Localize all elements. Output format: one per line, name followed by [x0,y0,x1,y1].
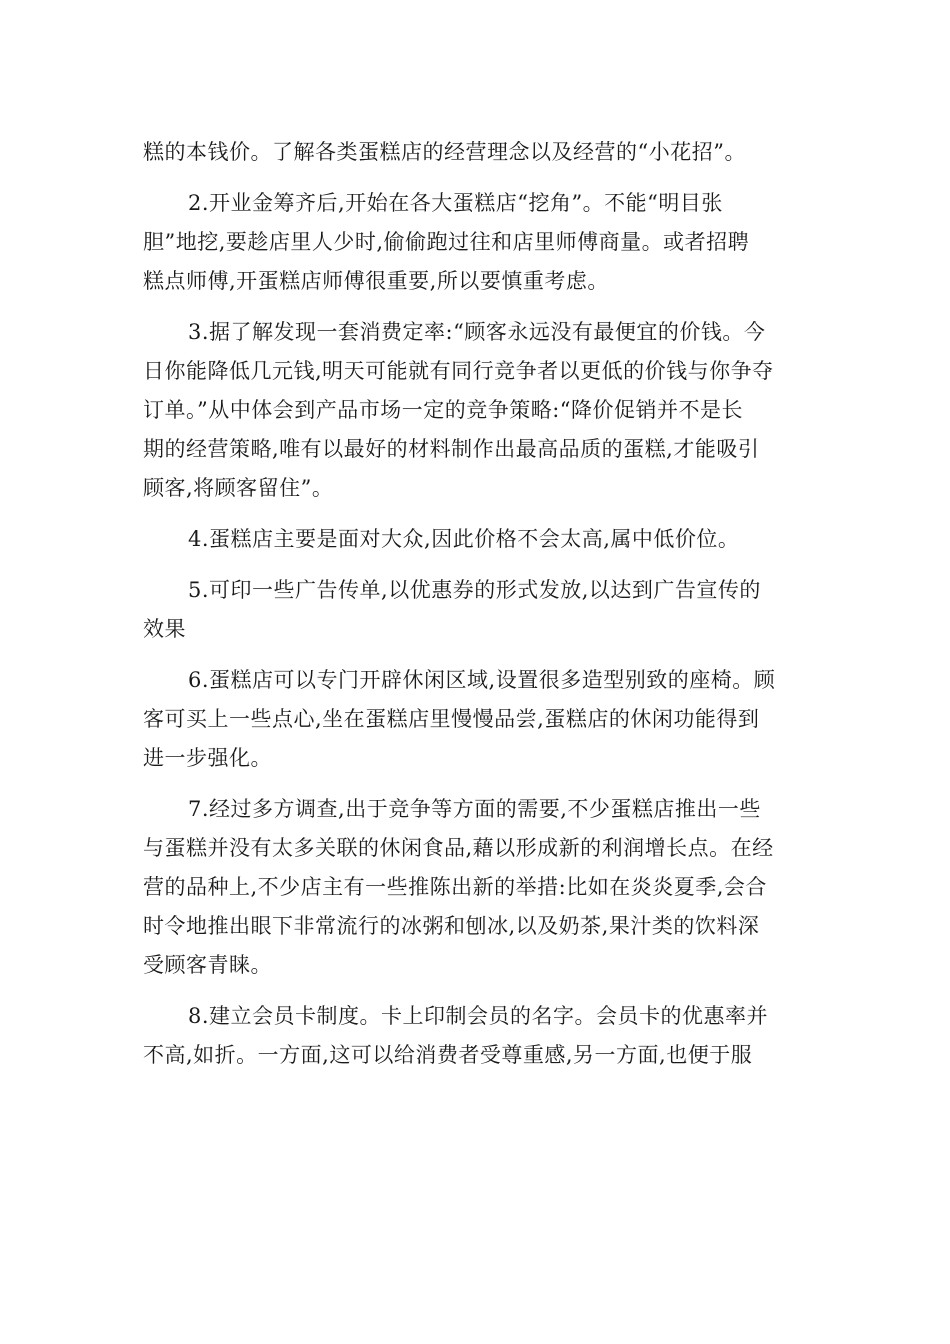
paragraph-3 [143,313,807,508]
text-line: 胆”地挖,要趁店里人少时,偷偷跑过往和店里师傅商量。或者招聘 [143,230,750,254]
paragraph-5 [143,571,807,649]
text-line: 不高,如折。一方面,这可以给消费者受尊重感,另一方面,也便于服 [143,1043,753,1067]
text-line: 订单。”从中体会到产品市场一定的竞争策略:“降价促销并不是长 [143,398,744,422]
paragraph-6 [143,661,807,778]
text-line: 时令地推出眼下非常流行的冰粥和刨冰,以及奶茶,果汁类的饮料深 [143,914,760,938]
paragraph-8 [143,997,807,1075]
text-line: 4.蛋糕店主要是面对大众,因此价格不会太高,属中低价位。 [188,527,740,551]
paragraph-2 [143,184,807,301]
text-line: 日你能降低几元钱,明天可能就有同行竞争者以更低的价钱与你争夺 [143,359,774,383]
text-line: 效果 [143,617,186,641]
text-line: 8.建立会员卡制度。卡上印制会员的名字。会员卡的优惠率并 [188,1004,769,1028]
text-line: 受顾客青睐。 [143,953,272,977]
text-line: 营的品种上,不少店主有一些推陈出新的举措:比如在炎炎夏季,会合 [143,875,767,899]
text-line: 3.据了解发现一套消费定率:“顾客永远没有最便宜的价钱。今 [188,320,766,344]
text-line: 2.开业金筹齐后,开始在各大蛋糕店“挖角”。不能“明目张 [188,191,723,215]
text-line: 5.可印一些广告传单,以优惠券的形式发放,以达到广告宣传的 [188,578,761,602]
paragraph-7 [143,790,807,985]
text-line: 进一步强化。 [143,746,272,770]
text-line: 顾客,将顾客留住”。 [143,476,334,500]
text-line: 期的经营策略,唯有以最好的材料制作出最高品质的蛋糕,才能吸引 [143,437,760,461]
text-line: 糕点师傅,开蛋糕店师傅很重要,所以要慎重考虑。 [143,269,609,293]
text-line: 与蛋糕并没有太多关联的休闲食品,藉以形成新的利润增长点。在经 [143,836,774,860]
text-line: 6.蛋糕店可以专门开辟休闲区域,设置很多造型别致的座椅。顾 [188,668,776,692]
text-line: 糕的本钱价。了解各类蛋糕店的经营理念以及经营的“小花招”。 [143,140,746,164]
text-line: 客可买上一些点心,坐在蛋糕店里慢慢品尝,蛋糕店的休闲功能得到 [143,707,760,731]
document-body [143,133,807,1087]
paragraph-4 [143,520,807,559]
paragraph-1 [143,133,807,172]
text-line: 7.经过多方调查,出于竞争等方面的需要,不少蛋糕店推出一些 [188,797,761,821]
